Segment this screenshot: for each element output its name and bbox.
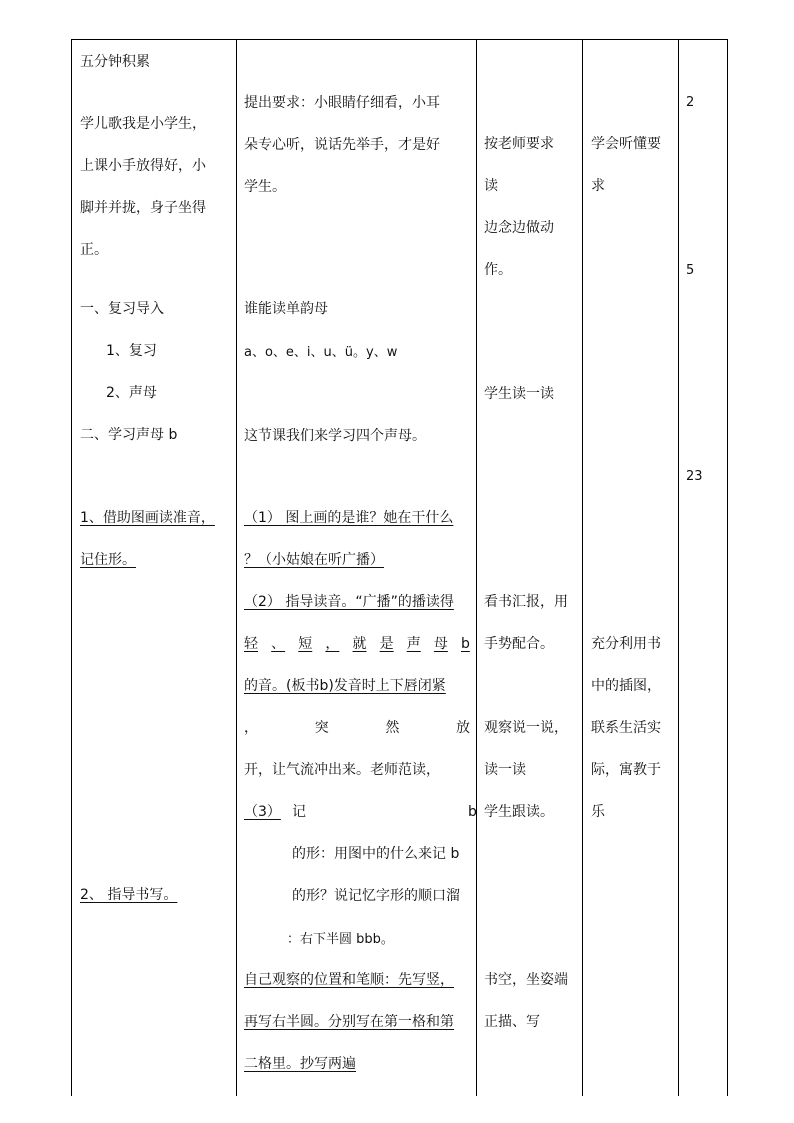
shape-step-number: （3） (244, 804, 281, 820)
column-divider-3 (476, 39, 477, 1096)
justified-char: 突 (314, 720, 329, 736)
initials-item: 2、声母 (106, 385, 157, 401)
pronunciation-line-3: 的音。(板书b)发音时上下唇闭紧 (244, 678, 446, 694)
step-1-line-2: 记住形。 (80, 552, 136, 568)
justified-char: ， (244, 720, 258, 736)
warmup-title: 五分钟积累 (80, 54, 150, 70)
table-top-border (71, 39, 728, 40)
student-activity-d3: 学生跟读。 (484, 804, 554, 820)
justified-char: ， (325, 636, 340, 652)
student-activity-e2: 正描、写 (484, 1014, 540, 1030)
student-activity-d1: 观察说一说， (484, 720, 568, 736)
justified-char: 短 (298, 636, 313, 652)
nursery-rhyme-line-3: 脚并并拢，身子坐得 (80, 200, 206, 216)
student-activity-d2: 读一读 (484, 762, 526, 778)
column-divider-1 (71, 39, 72, 1096)
design-intent-a1: 学会听懂要 (591, 136, 661, 152)
shape-step-letter: b (468, 804, 477, 820)
requirement-line-2: 朵专心听，说话先举手，才是好 (244, 137, 440, 153)
nursery-rhyme-line-2: 上课小手放得好，小 (80, 158, 206, 174)
shape-step-word: 记 (292, 804, 306, 820)
student-activity-a4: 作。 (484, 262, 512, 278)
writing-line-1: 自己观察的位置和笔顺：先写竖， (244, 972, 454, 988)
writing-line-3: 二格里。抄写两遍 (244, 1056, 356, 1072)
requirement-line-3: 学生。 (244, 179, 286, 195)
step-2-writing: 2、 指导书写。 (80, 887, 178, 903)
design-intent-a2: 求 (591, 178, 605, 194)
justified-char: b (461, 636, 470, 652)
design-intent-b1: 充分利用书 (591, 636, 661, 652)
vowel-question: 谁能读单韵母 (244, 301, 328, 317)
justified-char: 是 (379, 636, 394, 652)
pronunciation-line-1: （2） 指导读音。“广播”的播读得 (244, 594, 454, 610)
justified-char: 声 (406, 636, 421, 652)
column-divider-6 (727, 39, 728, 1096)
time-minutes-3: 23 (686, 469, 703, 484)
justified-char: 然 (385, 720, 400, 736)
time-minutes-1: 2 (686, 95, 695, 110)
shape-line-4: ：右下半圆 bbb。 (287, 932, 394, 947)
nursery-rhyme-line-4: 正。 (80, 242, 108, 258)
student-activity-c1: 看书汇报，用 (484, 594, 568, 610)
picture-question-line-2: ？（小姑娘在听广播） (244, 552, 384, 568)
pronunciation-line-2 (244, 634, 470, 654)
shape-line-2: 的形：用图中的什么来记 b (292, 846, 460, 862)
column-divider-4 (582, 39, 583, 1096)
student-activity-c2: 手势配合。 (484, 636, 554, 652)
column-divider-2 (236, 39, 237, 1096)
time-minutes-2: 5 (686, 263, 695, 278)
design-intent-b3: 联系生活实 (591, 720, 661, 736)
student-activity-a1: 按老师要求 (484, 136, 554, 152)
student-activity-b: 学生读一读 (484, 386, 554, 402)
section-review-intro: 一、复习导入 (80, 301, 164, 317)
vowel-list: a、o、e、i、u、ü。y、w (244, 345, 398, 360)
nursery-rhyme-line-1: 学儿歌我是小学生， (80, 116, 206, 132)
design-intent-b2: 中的插图， (591, 678, 661, 694)
design-intent-b5: 乐 (591, 804, 605, 820)
justified-char: 放 (455, 720, 470, 736)
shape-line-3: 的形？说记忆字形的顺口溜 (292, 888, 460, 904)
requirement-line-1: 提出要求：小眼睛仔细看，小耳 (244, 95, 440, 111)
design-intent-b4: 际，寓教于 (591, 762, 661, 778)
step-1-line-1: 1、借助图画读准音， (80, 510, 215, 526)
justified-char: 、 (271, 636, 286, 652)
picture-question-line-1: （1） 图上画的是谁？她在干什么 (244, 510, 454, 526)
justified-char: 轻 (244, 636, 258, 652)
student-activity-a3: 边念边做动 (484, 220, 554, 236)
student-activity-a2: 读 (484, 178, 498, 194)
student-activity-e1: 书空，坐姿端 (484, 972, 568, 988)
column-divider-5 (678, 39, 679, 1096)
section-learn-b: 二、学习声母 b (80, 427, 178, 443)
pronunciation-line-4 (244, 718, 470, 738)
writing-line-2: 再写右半圆。分别写在第一格和第 (244, 1014, 454, 1030)
lesson-intro: 这节课我们来学习四个声母。 (244, 428, 426, 444)
review-item: 1、复习 (106, 343, 157, 359)
justified-char: 就 (352, 636, 367, 652)
pronunciation-line-5: 开，让气流冲出来。老师范读， (244, 762, 440, 778)
justified-char: 母 (433, 636, 448, 652)
